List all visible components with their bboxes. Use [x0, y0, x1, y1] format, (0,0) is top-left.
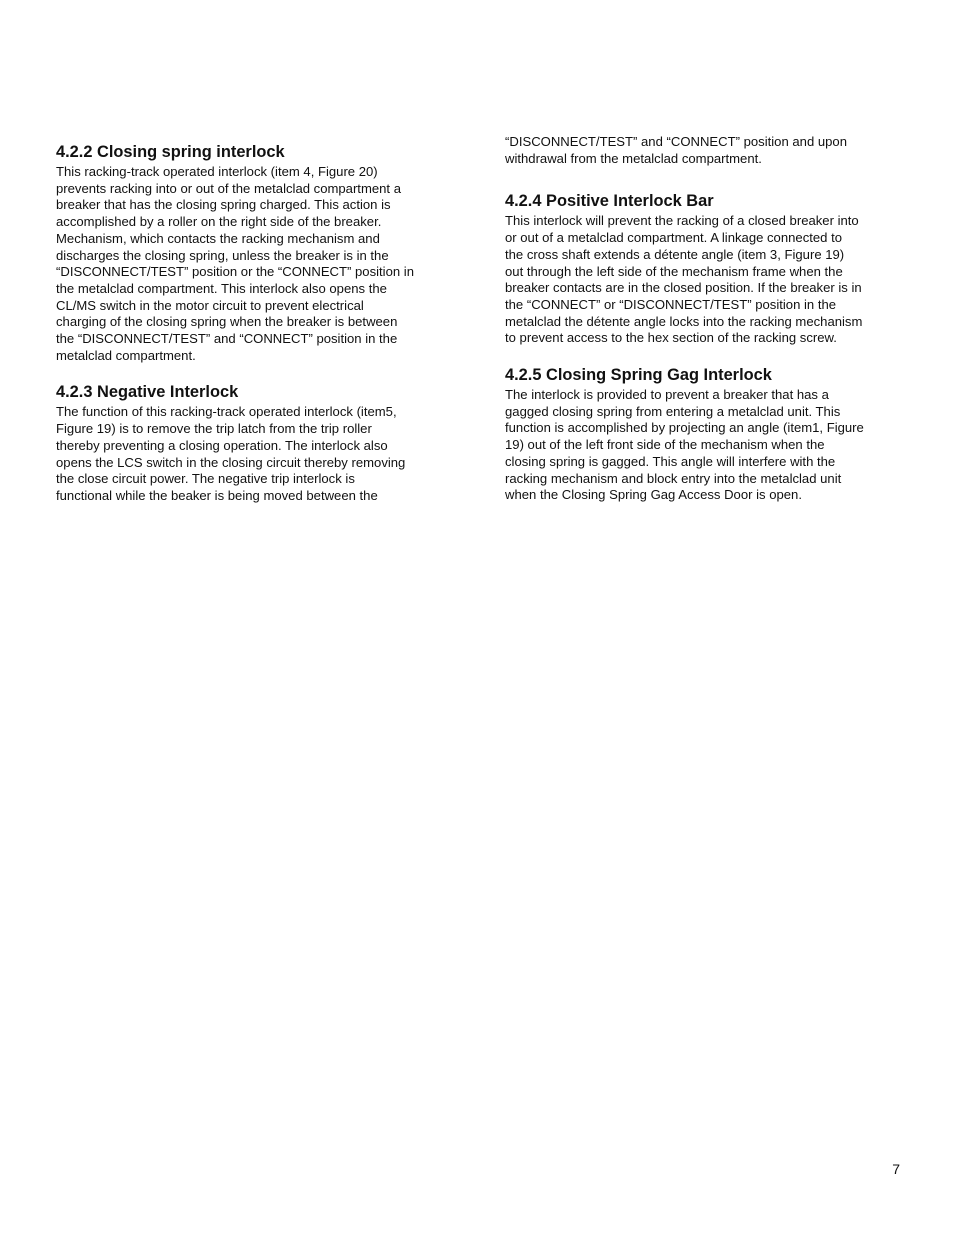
- section-negative-interlock: [56, 382, 444, 504]
- page-number: 7: [892, 1161, 900, 1177]
- section-heading: 4.2.4 Positive Interlock Bar: [505, 192, 714, 211]
- section-body: This interlock will prevent the racking of a closed breaker into or out of a metalclad compartment. A linkage connected to the cross shaft extends a détente angle (item 3, Figure 19) out through the left side of the mechanism frame when the breaker contacts are in the closed position. If the breaker is in the “CONNECT” or “DISCONNECT/TEST” position in the metalclad the détente angle locks into the racking mechanism to prevent access to the hex section of the racking screw.: [505, 213, 863, 346]
- section-body: The function of this racking-track operated interlock (item5, Figure 19) is to remove the trip latch from the trip roller thereby preventing a closing operation. The interlock also opens the LCS switch in the closing circuit thereby removing the close circuit power. The negative trip interlock is functional while the beaker is being moved between the: [56, 404, 406, 503]
- section-body: This racking-track operated interlock (item 4, Figure 20) prevents racking into or out of the metalclad compartment a breaker that has the closing spring charged. This action is accomplished by a roller on the right side of the breaker. Mechanism, which contacts the racking mechanism and discharges the closing spring, unless the breaker is in the “DISCONNECT/TEST” position or the “CONNECT” position in the metalclad compartment. This interlock also opens the CL/MS switch in the motor circuit to prevent electrical charging of the closing spring when the breaker is between the “DISCONNECT/TEST” and “CONNECT” position in the metalclad compartment.: [56, 164, 414, 363]
- left-column: [56, 142, 444, 523]
- continued-paragraph: “DISCONNECT/TEST” and “CONNECT” position and upon withdrawal from the metalclad compartment.: [505, 134, 847, 166]
- section-body: The interlock is provided to prevent a breaker that has a gagged closing spring from entering a metalclad unit. This function is accomplished by projecting an angle (item1, Figure 19) out of the left front side of the mechanism when the closing spring is gagged. This angle will interfere with the racking mechanism and block entry into the metalclad unit when the Closing Spring Gag Access Door is open.: [505, 387, 864, 503]
- section-closing-spring-gag-interlock: [505, 365, 901, 504]
- section-heading: 4.2.5 Closing Spring Gag Interlock: [505, 366, 772, 385]
- section-heading: 4.2.3 Negative Interlock: [56, 383, 239, 402]
- section-positive-interlock-bar: [505, 191, 901, 347]
- right-column: [505, 134, 901, 522]
- section-heading: 4.2.2 Closing spring interlock: [56, 143, 285, 161]
- section-closing-spring-interlock: [56, 142, 444, 364]
